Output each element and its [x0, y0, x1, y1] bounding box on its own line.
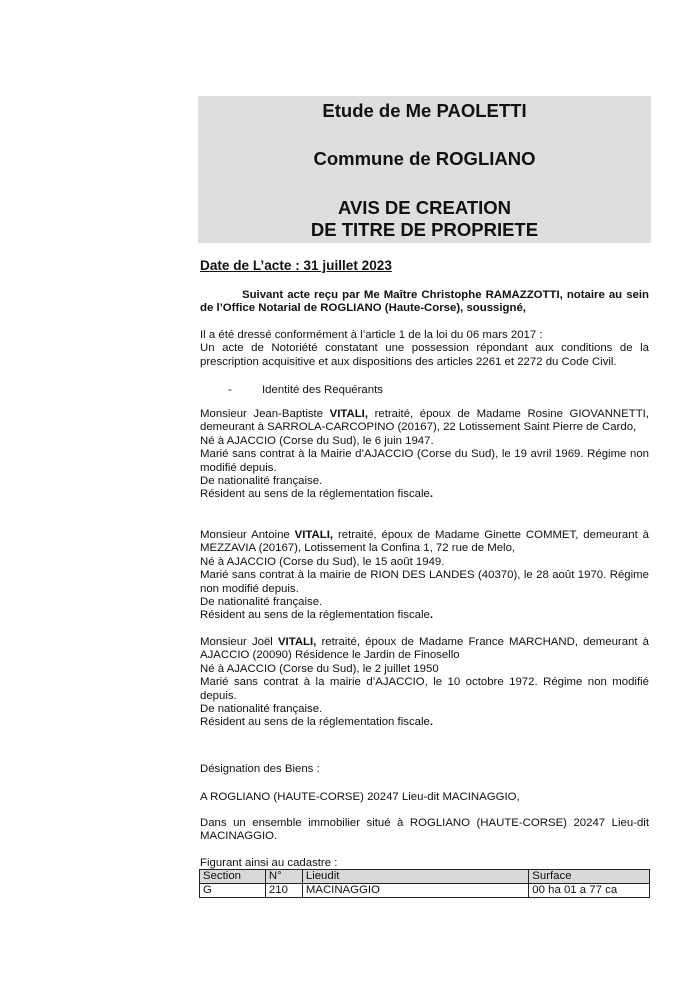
- requerant-name: VITALI,: [294, 529, 334, 541]
- residence-period: .: [429, 716, 434, 729]
- requerant-3: [200, 636, 649, 730]
- requerant-residence: [200, 716, 649, 729]
- requerant-name: VITALI,: [329, 408, 369, 420]
- requerant-name: VITALI,: [277, 636, 317, 648]
- column-header-section: Section: [200, 870, 266, 884]
- loi-paragraph: [200, 329, 649, 369]
- requerant-residence: [200, 488, 649, 501]
- date-acte: Date de L’acte : 31 juillet 2023: [200, 258, 392, 273]
- identite-heading: [200, 384, 649, 397]
- requerant-details: retraité, époux de Madame Ginette COMMET, demeurant à MEZZAVIA (20167), Lotissement la Confina 1, 72 rue de Melo,: [200, 529, 649, 555]
- intro-paragraph: [200, 289, 649, 316]
- cell-section: G: [200, 884, 266, 898]
- etude-title: Etude de Me PAOLETTI: [322, 100, 527, 121]
- residence-text: Résident au sens de la réglementation fiscale: [200, 609, 430, 622]
- requerant-prefix: Monsieur Joël: [200, 636, 278, 648]
- column-header-surface: Surface: [529, 870, 650, 884]
- requerant-naissance: Né à AJACCIO (Corse du Sud), le 15 août 1949.: [200, 555, 445, 568]
- designation-lieu: A ROGLIANO (HAUTE-CORSE) 20247 Lieu-dit MACINAGGIO,: [200, 791, 520, 803]
- loi-line2: Un acte de Notoriété constatant une possession répondant aux conditions de la prescription acquisitive et aux dispositions des articles 2261 et 2272 du Code Civil.: [200, 342, 649, 368]
- requerant-residence: [200, 609, 649, 622]
- requerant-naissance: Né à AJACCIO (Corse du Sud), le 6 juin 1947.: [200, 434, 434, 447]
- requerant-nationalite: De nationalité française.: [200, 703, 323, 716]
- designation-heading: Désignation des Biens :: [200, 763, 320, 775]
- avis-title-line1: AVIS DE CREATION: [337, 197, 512, 218]
- intro-text: Suivant acte reçu par Me Maître Christophe RAMAZZOTTI, notaire au sein de l’Office Notarial de ROGLIANO (Haute-Corse), soussigné,: [200, 289, 649, 315]
- cell-surface: 00 ha 01 a 77 ca: [529, 884, 650, 898]
- requerant-prefix: Monsieur Jean-Baptiste: [200, 408, 330, 420]
- requerant-identity: [200, 408, 649, 435]
- residence-text: Résident au sens de la réglementation fiscale: [200, 488, 430, 501]
- cadastre-label: Figurant ainsi au cadastre :: [200, 857, 338, 869]
- requerant-nationalite: De nationalité française.: [200, 475, 323, 488]
- header-box: [198, 96, 651, 243]
- requerant-nationalite: De nationalité française.: [200, 596, 323, 609]
- requerant-mariage: Marié sans contrat à la mairie d’AJACCIO, le 10 octobre 1972. Régime non modifié depuis.: [200, 676, 649, 702]
- residence-period: .: [429, 609, 434, 622]
- table-row: [200, 884, 650, 898]
- list-dash: -: [228, 384, 232, 396]
- requerant-details: retraité, époux de Madame France MARCHAND, demeurant à AJACCIO (20090) Résidence le Jardin de Finosello: [200, 636, 649, 662]
- avis-title-line2: DE TITRE DE PROPRIETE: [310, 219, 539, 240]
- cell-numero: 210: [265, 884, 302, 898]
- designation-ensemble: Dans un ensemble immobilier situé à ROGLIANO (HAUTE-CORSE) 20247 Lieu-dit MACINAGGIO.: [200, 817, 649, 843]
- requerant-naissance: Né à AJACCIO (Corse du Sud), le 2 juillet 1950: [200, 662, 439, 675]
- requerant-1: [200, 408, 649, 502]
- requerant-prefix: Monsieur Antoine: [200, 529, 295, 541]
- column-header-lieudit: Lieudit: [302, 870, 528, 884]
- table-header-row: [200, 870, 650, 884]
- requerant-details: retraité, époux de Madame Rosine GIOVANNETTI, demeurant à SARROLA-CARCOPINO (20167), 22 Lotissement Saint Pierre de Cardo,: [200, 408, 649, 434]
- residence-period: .: [429, 488, 434, 501]
- column-header-numero: N°: [265, 870, 302, 884]
- requerant-2: [200, 529, 649, 623]
- cadastre-table: [199, 869, 650, 898]
- requerant-mariage: Marié sans contrat à la mairie de RION DES LANDES (40370), le 28 août 1970. Régime non modifié depuis.: [200, 569, 649, 595]
- residence-text: Résident au sens de la réglementation fiscale: [200, 716, 430, 729]
- requerant-identity: [200, 636, 649, 663]
- identite-label: Identité des Requérants: [262, 384, 383, 396]
- requerant-identity: [200, 529, 649, 556]
- loi-line1: Il a été dressé conformément à l’article 1 de la loi du 06 mars 2017 :: [200, 329, 543, 341]
- cell-lieudit: MACINAGGIO: [302, 884, 528, 898]
- requerant-mariage: Marié sans contrat à la Mairie d’AJACCIO (Corse du Sud), le 19 avril 1969. Régime non modifié depuis.: [200, 448, 649, 474]
- commune-title: Commune de ROGLIANO: [313, 148, 536, 169]
